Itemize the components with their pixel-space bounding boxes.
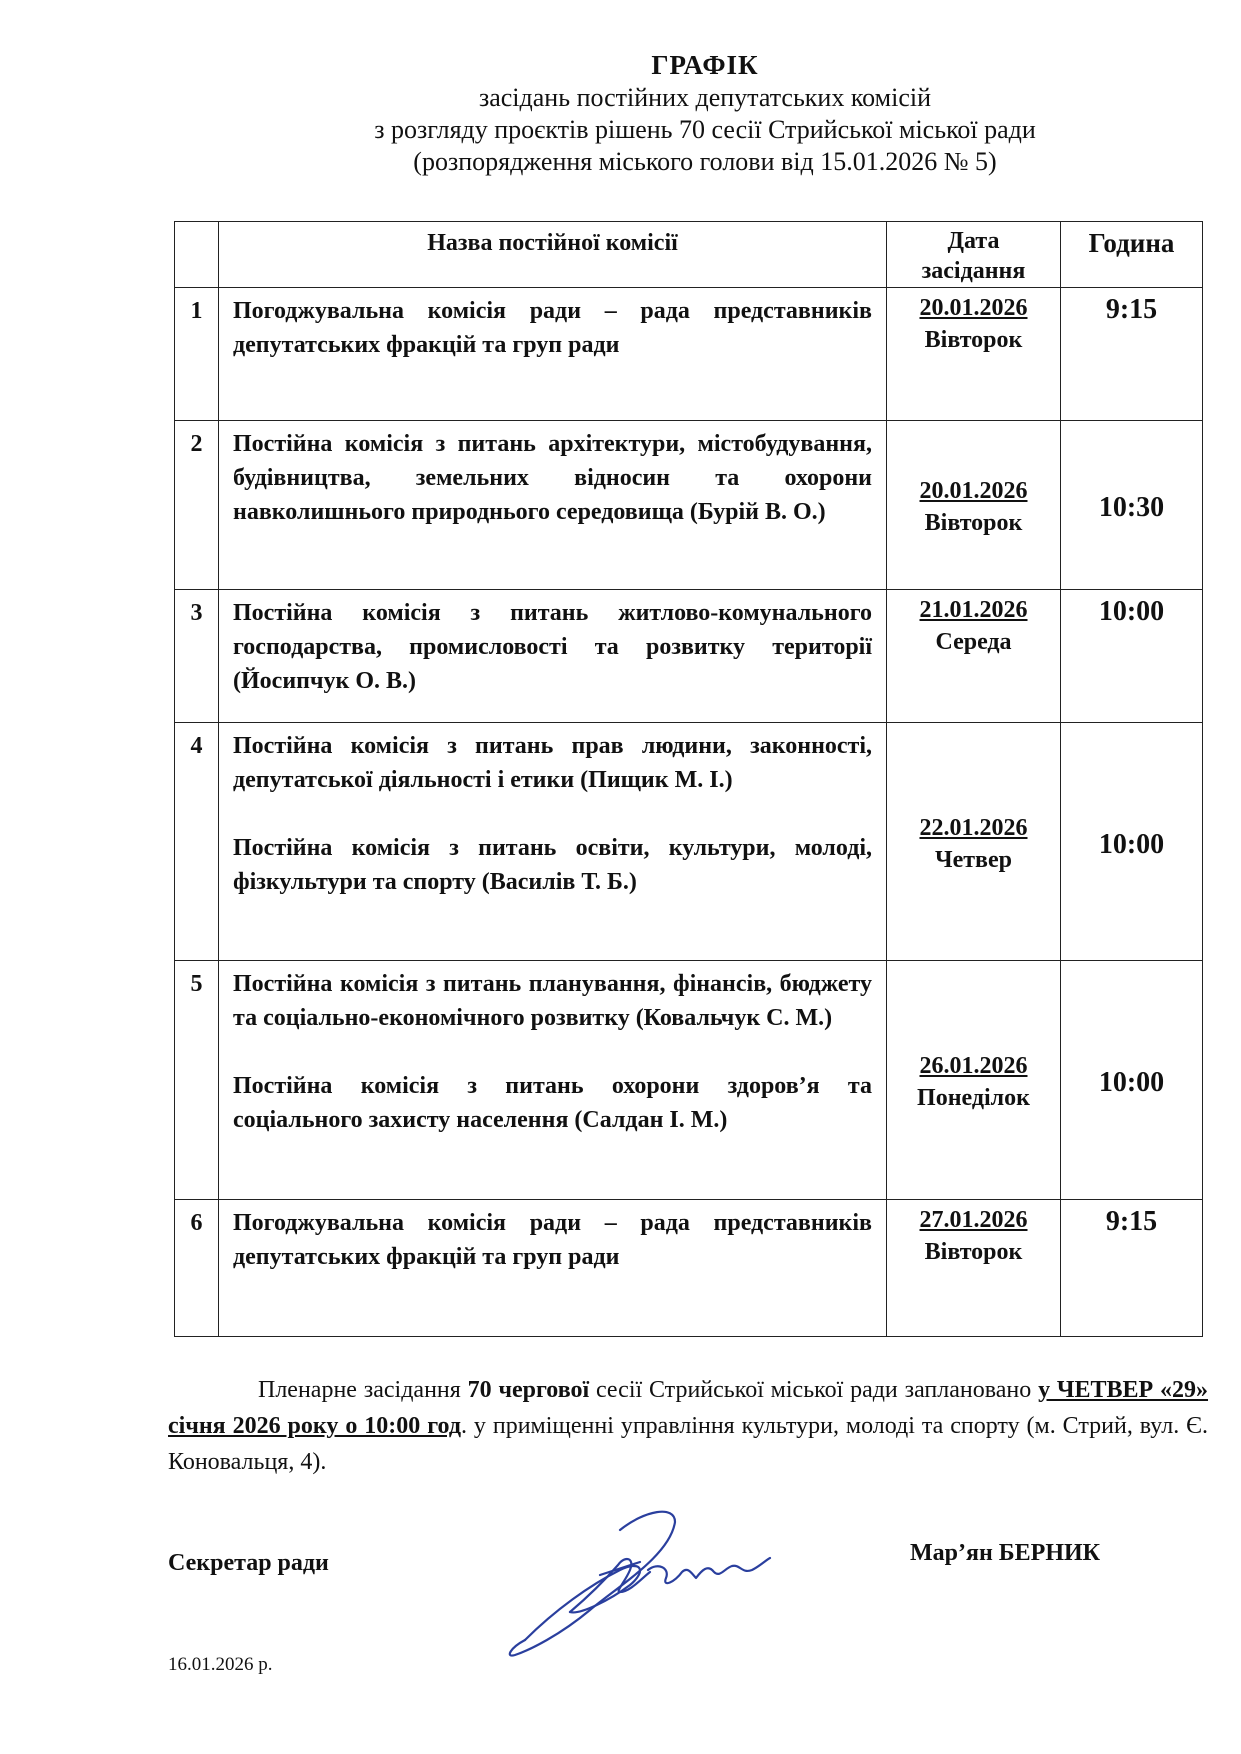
commission-name: Постійна комісія з питань житлово-комунального господарства, промисловості та розвитку території (Йосипчук О. В.) <box>219 590 887 723</box>
meeting-time: 10:00 <box>1061 723 1203 961</box>
meeting-time: 10:00 <box>1061 961 1203 1200</box>
row-number: 6 <box>175 1200 219 1337</box>
document-title: ГРАФІК <box>651 50 759 80</box>
meeting-weekday: Вівторок <box>924 327 1023 353</box>
row-number: 3 <box>175 590 219 723</box>
meeting-weekday: Середа <box>935 629 1012 655</box>
signature-date: 16.01.2026 р. <box>168 1654 273 1675</box>
subtitle-line-2: з розгляду проєктів рішень 70 сесії Стрийської міської ради <box>374 115 1036 144</box>
commission-name: Погоджувальна комісія ради – рада представників депутатських фракцій та груп ради <box>219 1200 887 1337</box>
header-number-cell <box>175 222 219 288</box>
row-number: 4 <box>175 723 219 961</box>
header-meeting-date: Дата засідання <box>887 222 1061 288</box>
meeting-date <box>887 590 1061 723</box>
commission-name: Постійна комісія з питань планування, фінансів, бюджету та соціально-економічного розвитку (Ковальчук С. М.) Постійна комісія з питань охорони здоров’я та соціального захисту населення (Салдан І. М.) <box>219 961 887 1200</box>
table-row <box>175 1200 1203 1337</box>
meeting-date-value: 20.01.2026 <box>919 295 1028 321</box>
signer-name: Мар’ян БЕРНИК <box>910 1540 1101 1566</box>
meeting-time: 9:15 <box>1061 1200 1203 1337</box>
meeting-date <box>887 723 1061 961</box>
table-row <box>175 723 1203 961</box>
commission-name: Погоджувальна комісія ради – рада представників депутатських фракцій та груп ради <box>219 288 887 421</box>
row-number: 2 <box>175 421 219 590</box>
meeting-date <box>887 961 1061 1200</box>
meeting-date <box>887 1200 1061 1337</box>
table-row <box>175 590 1203 723</box>
signer-position: Секретар ради <box>168 1550 329 1576</box>
session-number: 70 чергової <box>467 1377 590 1403</box>
meeting-weekday: Четвер <box>934 846 1012 873</box>
meeting-date-value: 20.01.2026 <box>919 478 1028 504</box>
table-row <box>175 961 1203 1200</box>
row-number: 5 <box>175 961 219 1200</box>
meeting-date-value: 26.01.2026 <box>919 1053 1028 1079</box>
header-commission-name: Назва постійної комісії <box>219 222 887 288</box>
meeting-date-value: 27.01.2026 <box>919 1207 1028 1233</box>
meeting-weekday: Вівторок <box>924 510 1023 536</box>
meeting-time: 10:00 <box>1061 590 1203 723</box>
meeting-date-value: 21.01.2026 <box>919 597 1028 623</box>
plenary-notice: Пленарне засідання 70 чергової сесії Стрийської міської ради заплановано у ЧЕТВЕР «29» січня 2026 року о 10:00 год. у приміщенні управління культури, молоді та спорту (м. Стрий, вул. Є. Коновальця, 4). <box>168 1377 1209 1475</box>
handwritten-signature <box>470 1500 800 1670</box>
commission-name: Постійна комісія з питань прав людини, законності, депутатської діяльності і етики (Пищик М. І.) Постійна комісія з питань освіти, культури, молоді, фізкультури та спорту (Василів Т. Б.) <box>219 723 887 961</box>
table-header-row <box>175 222 1203 288</box>
header-time: Година <box>1061 222 1203 288</box>
table-row <box>175 421 1203 590</box>
meeting-date <box>887 288 1061 421</box>
meeting-weekday: Вівторок <box>924 1239 1023 1265</box>
meeting-weekday: Понеділок <box>917 1085 1030 1111</box>
subtitle-line-3: (розпорядження міського голови від 15.01.2026 № 5) <box>413 147 997 176</box>
plenary-date-time: у ЧЕТВЕР «29» січня 2026 року о 10:00 год <box>168 1377 1209 1439</box>
meeting-time: 10:30 <box>1061 421 1203 590</box>
document-header <box>170 48 1240 178</box>
table-row <box>175 288 1203 421</box>
row-number: 1 <box>175 288 219 421</box>
meeting-date-value: 22.01.2026 <box>919 814 1028 841</box>
schedule-table <box>174 221 1203 1337</box>
commission-name: Постійна комісія з питань архітектури, містобудування, будівництва, земельних відносин та охорони навколишнього природнього середовища (Бурій В. О.) <box>219 421 887 590</box>
meeting-time: 9:15 <box>1061 288 1203 421</box>
subtitle-line-1: засідань постійних депутатських комісій <box>478 83 932 112</box>
meeting-date <box>887 421 1061 590</box>
